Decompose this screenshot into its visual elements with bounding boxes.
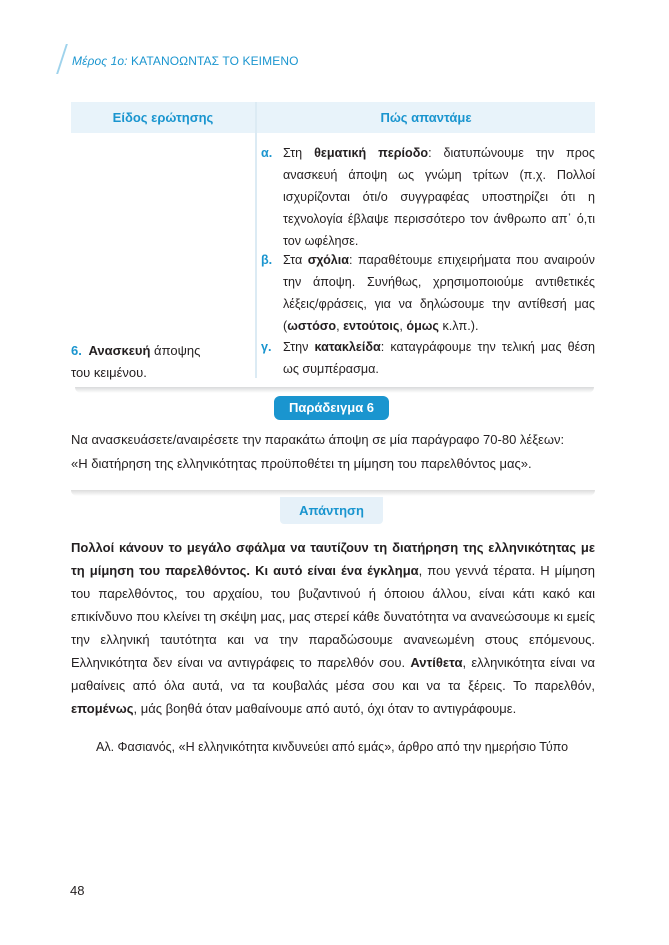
header-slash-decoration bbox=[56, 44, 68, 74]
step-marker: α. bbox=[261, 146, 273, 160]
row-number: 6. bbox=[71, 343, 82, 358]
answer-separator bbox=[71, 490, 595, 496]
answer-text: , ελληνικότητα είναι να μαθαίνεις από όλα αυτά, να τα κουβαλάς μέσα σου και να τα ξέρεις. Το παρελθόν, bbox=[71, 655, 595, 693]
step-text bbox=[283, 336, 595, 380]
answer-step-c bbox=[261, 336, 595, 380]
step-text bbox=[283, 142, 595, 252]
page-number: 48 bbox=[70, 883, 85, 898]
running-head-title: ΚΑΤΑΝΟΩΝΤΑΣ ΤΟ ΚΕΙΜΕΝΟ bbox=[131, 54, 299, 68]
table-bottom-shadow bbox=[75, 387, 594, 393]
source-citation: Αλ. Φασιανός, «Η ελληνικότητα κινδυνεύει από εμάς», άρθρο από την ημερήσιο Τύπο bbox=[96, 740, 569, 754]
col-header-question-type: Είδος ερώτησης bbox=[112, 110, 214, 125]
step-text-part: Στα bbox=[283, 253, 308, 267]
answer-text-bold: επομένως bbox=[71, 701, 134, 716]
running-head-part: Μέρος 1ο: bbox=[72, 54, 128, 68]
step-text-bold: ωστόσο bbox=[287, 319, 337, 333]
answer-text: , που γεννά τέρατα. Η μίμηση του παρελθόντος, του αρχαίου, του βυζαντινού ή όποιου άλλου, είναι κάτι κακό και επικίνδυνο που κλείνει τη σκέψη μας, μας στερεί κάθε δυνατότητα να ανανεώσουμε κι εμείς την ελληνική ταυτότητα και να την παραδώσουμε ανανεωμένη στους επόμενους. Ελληνικότητα δεν είναι να αντιγράφεις το παρελθόν σου. bbox=[71, 563, 595, 670]
column-divider bbox=[255, 102, 257, 378]
step-text-part: Στην bbox=[283, 340, 315, 354]
answer-text-bold: Αντίθετα bbox=[410, 655, 463, 670]
example-label: Παράδειγμα 6 bbox=[274, 396, 389, 420]
step-text-part: : διατυπώνουμε την προς ανασκευή άποψη ως γνώμη τρίτων (π.χ. Πολλοί ισχυρίζονται ότι/ο συγγραφέας υποστηρίζει ότι η τεχνολογία έβλαψε περισσότερο τον άνθρωπο απ᾽ ό,τι τον ωφέλησε. bbox=[283, 146, 595, 248]
step-text bbox=[283, 249, 595, 337]
step-text-part: κ.λπ.). bbox=[438, 319, 479, 333]
row-label-rest: άποψης bbox=[154, 343, 201, 358]
answer-text: , μάς βοηθά όταν μαθαίνουμε από αυτό, όχι όταν το αντιγράφουμε. bbox=[133, 701, 517, 716]
step-text-bold: θεματική περίοδο bbox=[314, 146, 429, 160]
answer-text-bold: Πολλοί κάνουν το μεγάλο σφάλμα να ταυτίζουν τη διατήρηση της ελληνικότητας με τη μίμηση του παρελθόντος. Κι αυτό είναι ένα έγκλημα bbox=[71, 540, 595, 578]
step-text-part: : παραθέτουμε επιχειρήματα που αναιρούν την άποψη. Συνήθως, χρησιμοποιούμε αντιθετικές λέξεις/φράσεις, για να δηλώσουμε την αντίθεσή μας ( bbox=[283, 253, 595, 333]
step-text-part: : καταγράφουμε την τελική μας θέση ως συμπέρασμα. bbox=[283, 340, 595, 376]
step-text-bold: όμως bbox=[406, 319, 439, 333]
running-head bbox=[72, 54, 299, 68]
step-text-part: , bbox=[336, 319, 344, 333]
step-marker: γ. bbox=[261, 340, 272, 354]
step-text-part: , bbox=[399, 319, 407, 333]
question-type-label bbox=[71, 340, 241, 384]
answer-label: Απάντηση bbox=[280, 497, 383, 524]
step-marker: β. bbox=[261, 253, 273, 267]
step-text-bold: εντούτοις bbox=[343, 319, 400, 333]
answer-step-b bbox=[261, 249, 595, 337]
table-header-row bbox=[71, 102, 595, 133]
step-text-bold: σχόλια bbox=[307, 253, 350, 267]
step-text-bold: κατακλείδα bbox=[314, 340, 381, 354]
example-prompt-line-2: «Η διατήρηση της ελληνικότητας προϋποθέτει τη μίμηση του παρελθόντος μας». bbox=[71, 456, 532, 471]
answer-paragraph bbox=[71, 536, 595, 720]
row-label-bold: Ανασκευή bbox=[88, 343, 151, 358]
step-text-part: Στη bbox=[283, 146, 315, 160]
example-prompt-line-1: Να ανασκευάσετε/αναιρέσετε την παρακάτω άποψη σε μία παράγραφο 70-80 λέξεων: bbox=[71, 432, 565, 447]
row-label-line2: του κειμένου. bbox=[71, 365, 147, 380]
col-header-how-we-answer: Πώς απαντάμε bbox=[380, 110, 472, 125]
answer-step-a bbox=[261, 142, 595, 252]
